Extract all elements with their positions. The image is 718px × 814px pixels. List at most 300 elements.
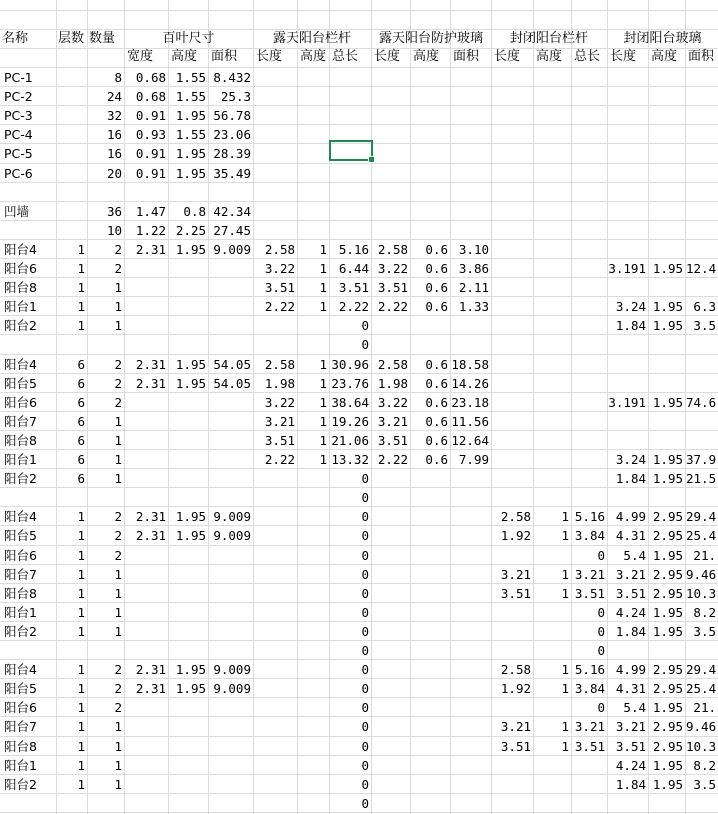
value-cell[interactable]: 2	[114, 261, 122, 276]
value-cell[interactable]: 1.95	[652, 471, 683, 486]
value-cell[interactable]: 0.68	[135, 89, 166, 104]
value-cell[interactable]: 2.31	[135, 357, 166, 372]
value-cell[interactable]: 1	[77, 739, 85, 754]
value-cell[interactable]: 1.95	[175, 681, 206, 696]
row-label-cell[interactable]: 阳台6	[4, 261, 37, 276]
value-cell[interactable]: 1	[77, 681, 85, 696]
value-cell[interactable]: 1.92	[500, 528, 531, 543]
value-cell[interactable]: 1.33	[458, 299, 489, 314]
value-cell[interactable]: 5.4	[623, 548, 646, 563]
value-cell[interactable]: 2.31	[135, 376, 166, 391]
value-cell[interactable]: 0	[361, 700, 369, 715]
value-cell[interactable]: 1.84	[615, 318, 646, 333]
value-cell[interactable]: 3.21	[615, 567, 646, 582]
value-cell[interactable]: 0	[361, 643, 369, 658]
subheader-cell[interactable]: 总长	[574, 49, 601, 64]
subheader-cell[interactable]: 高度	[651, 49, 678, 64]
value-cell[interactable]: 0	[361, 318, 369, 333]
value-cell[interactable]: 1	[114, 299, 122, 314]
value-cell[interactable]: 2.58	[264, 242, 295, 257]
value-cell[interactable]: 1	[77, 700, 85, 715]
row-label-cell[interactable]: 阳台5	[4, 528, 37, 543]
value-cell[interactable]: 1.95	[175, 376, 206, 391]
value-cell[interactable]: 0.6	[425, 261, 448, 276]
value-cell[interactable]: 3.21	[574, 719, 605, 734]
value-cell[interactable]: 4.31	[615, 528, 646, 543]
value-cell[interactable]: 1.95	[652, 624, 683, 639]
value-cell[interactable]: 2.22	[338, 299, 369, 314]
value-cell[interactable]: 0.6	[425, 433, 448, 448]
header-cell[interactable]: 封闭阳台栏杆	[509, 31, 588, 46]
value-cell[interactable]: 6	[77, 414, 85, 429]
value-cell[interactable]: 1	[114, 758, 122, 773]
value-cell[interactable]: 2	[114, 662, 122, 677]
value-cell[interactable]: 3.24	[615, 452, 646, 467]
value-cell[interactable]: 0	[361, 777, 369, 792]
header-cell[interactable]: 露天阳台栏杆	[272, 31, 351, 46]
value-cell[interactable]: 0	[361, 758, 369, 773]
value-cell[interactable]: 1	[114, 280, 122, 295]
value-cell[interactable]: 2.95	[652, 567, 683, 582]
value-cell[interactable]: 4.24	[615, 758, 646, 773]
value-cell[interactable]: 25.4	[686, 528, 717, 543]
value-cell[interactable]: 32	[106, 108, 122, 123]
value-cell[interactable]: 6	[77, 357, 85, 372]
value-cell[interactable]: 1	[77, 548, 85, 563]
row-label-cell[interactable]: PC-2	[4, 89, 33, 104]
value-cell[interactable]: 5.16	[574, 509, 605, 524]
subheader-cell[interactable]: 面积	[688, 49, 715, 64]
value-cell[interactable]: 3.51	[500, 739, 531, 754]
value-cell[interactable]: 1	[319, 261, 327, 276]
value-cell[interactable]: 21.06	[331, 433, 369, 448]
value-cell[interactable]: 3.21	[500, 719, 531, 734]
row-label-cell[interactable]: PC-3	[4, 108, 33, 123]
value-cell[interactable]: 0	[361, 719, 369, 734]
row-label-cell[interactable]: 阳台7	[4, 567, 37, 582]
value-cell[interactable]: 3.86	[458, 261, 489, 276]
value-cell[interactable]: 9.46	[686, 567, 717, 582]
value-cell[interactable]: 23.18	[451, 395, 489, 410]
value-cell[interactable]: 10.3	[686, 586, 717, 601]
value-cell[interactable]: 1.95	[652, 261, 683, 276]
value-cell[interactable]: 1	[114, 605, 122, 620]
value-cell[interactable]: 1	[319, 242, 327, 257]
row-label-cell[interactable]: PC-5	[4, 146, 33, 161]
value-cell[interactable]: 1	[77, 624, 85, 639]
value-cell[interactable]: 1.55	[175, 127, 206, 142]
value-cell[interactable]: 13.32	[331, 452, 369, 467]
value-cell[interactable]: 1.95	[175, 509, 206, 524]
value-cell[interactable]: 6	[77, 433, 85, 448]
value-cell[interactable]: 6.3	[693, 299, 716, 314]
value-cell[interactable]: 1.95	[652, 299, 683, 314]
value-cell[interactable]: 1	[77, 662, 85, 677]
row-label-cell[interactable]: 阳台4	[4, 662, 37, 677]
row-label-cell[interactable]: 阳台1	[4, 605, 37, 620]
value-cell[interactable]: 3.21	[377, 414, 408, 429]
value-cell[interactable]: 6	[77, 376, 85, 391]
value-cell[interactable]: 4.31	[615, 681, 646, 696]
value-cell[interactable]: 0	[361, 605, 369, 620]
value-cell[interactable]: 3.21	[615, 719, 646, 734]
value-cell[interactable]: 29.4	[686, 509, 717, 524]
value-cell[interactable]: 2	[114, 395, 122, 410]
subheader-cell[interactable]: 长度	[374, 49, 401, 64]
value-cell[interactable]: 20	[106, 166, 122, 181]
value-cell[interactable]: 0	[361, 548, 369, 563]
value-cell[interactable]: 1.95	[652, 605, 683, 620]
value-cell[interactable]: 2.58	[377, 242, 408, 257]
value-cell[interactable]: 38.64	[331, 395, 369, 410]
value-cell[interactable]: 0.6	[425, 280, 448, 295]
value-cell[interactable]: 0.91	[135, 166, 166, 181]
value-cell[interactable]: 54.05	[213, 376, 251, 391]
row-label-cell[interactable]: PC-4	[4, 127, 33, 142]
value-cell[interactable]: 0.68	[135, 70, 166, 85]
value-cell[interactable]: 3.22	[264, 261, 295, 276]
value-cell[interactable]: 3.22	[264, 395, 295, 410]
row-label-cell[interactable]: 阳台7	[4, 719, 37, 734]
value-cell[interactable]: 24	[106, 89, 122, 104]
value-cell[interactable]: 1.95	[175, 357, 206, 372]
value-cell[interactable]: 0	[361, 337, 369, 352]
value-cell[interactable]: 2.95	[652, 662, 683, 677]
value-cell[interactable]: 1.95	[652, 700, 683, 715]
value-cell[interactable]: 3.84	[574, 528, 605, 543]
value-cell[interactable]: 2.22	[264, 452, 295, 467]
value-cell[interactable]: 1.95	[175, 108, 206, 123]
value-cell[interactable]: 2	[114, 548, 122, 563]
value-cell[interactable]: 2.31	[135, 242, 166, 257]
header-cell[interactable]: 百叶尺寸	[162, 31, 215, 46]
value-cell[interactable]: 2.31	[135, 662, 166, 677]
row-label-cell[interactable]: 阳台8	[4, 739, 37, 754]
value-cell[interactable]: 1.84	[615, 777, 646, 792]
value-cell[interactable]: 7.99	[458, 452, 489, 467]
value-cell[interactable]: 25.4	[686, 681, 717, 696]
value-cell[interactable]: 12.64	[451, 433, 489, 448]
value-cell[interactable]: 3.5	[693, 777, 716, 792]
value-cell[interactable]: 8	[114, 70, 122, 85]
value-cell[interactable]: 2	[114, 357, 122, 372]
value-cell[interactable]: 1	[77, 299, 85, 314]
value-cell[interactable]: 1	[114, 433, 122, 448]
value-cell[interactable]: 0.6	[425, 299, 448, 314]
value-cell[interactable]: 1.98	[377, 376, 408, 391]
value-cell[interactable]: 0.8	[183, 204, 206, 219]
value-cell[interactable]: 1.95	[175, 242, 206, 257]
value-cell[interactable]: 1.92	[500, 681, 531, 696]
value-cell[interactable]: 0	[597, 700, 605, 715]
value-cell[interactable]: 1.84	[615, 471, 646, 486]
value-cell[interactable]: 9.009	[213, 242, 251, 257]
value-cell[interactable]: 0	[361, 509, 369, 524]
value-cell[interactable]: 3.51	[500, 586, 531, 601]
value-cell[interactable]: 3.191	[608, 261, 646, 276]
value-cell[interactable]: 0.6	[425, 242, 448, 257]
value-cell[interactable]: 1.47	[135, 204, 166, 219]
value-cell[interactable]: 0	[361, 567, 369, 582]
row-label-cell[interactable]: 阳台2	[4, 471, 37, 486]
value-cell[interactable]: 0	[361, 528, 369, 543]
value-cell[interactable]: 54.05	[213, 357, 251, 372]
value-cell[interactable]: 2.31	[135, 528, 166, 543]
value-cell[interactable]: 1.95	[652, 548, 683, 563]
value-cell[interactable]: 0.93	[135, 127, 166, 142]
value-cell[interactable]: 2	[114, 681, 122, 696]
value-cell[interactable]: 0.6	[425, 376, 448, 391]
value-cell[interactable]: 1.95	[175, 662, 206, 677]
subheader-cell[interactable]: 高度	[300, 49, 327, 64]
row-label-cell[interactable]: 阳台8	[4, 433, 37, 448]
value-cell[interactable]: 0	[361, 490, 369, 505]
value-cell[interactable]: 1	[77, 605, 85, 620]
value-cell[interactable]: 3.22	[377, 395, 408, 410]
value-cell[interactable]: 1	[561, 662, 569, 677]
value-cell[interactable]: 35.49	[213, 166, 251, 181]
value-cell[interactable]: 1	[77, 242, 85, 257]
value-cell[interactable]: 1	[77, 318, 85, 333]
value-cell[interactable]: 2.95	[652, 528, 683, 543]
value-cell[interactable]: 3.21	[264, 414, 295, 429]
value-cell[interactable]: 3.51	[615, 739, 646, 754]
value-cell[interactable]: 1	[561, 586, 569, 601]
value-cell[interactable]: 2.11	[458, 280, 489, 295]
value-cell[interactable]: 2.58	[500, 509, 531, 524]
header-cell[interactable]: 封闭阳台玻璃	[623, 31, 702, 46]
value-cell[interactable]: 8.2	[693, 605, 716, 620]
value-cell[interactable]: 2	[114, 242, 122, 257]
value-cell[interactable]: 1	[114, 739, 122, 754]
value-cell[interactable]: 14.26	[451, 376, 489, 391]
value-cell[interactable]: 0	[361, 662, 369, 677]
value-cell[interactable]: 1.84	[615, 624, 646, 639]
value-cell[interactable]: 1	[114, 471, 122, 486]
value-cell[interactable]: 27.45	[213, 223, 251, 238]
row-label-cell[interactable]: 阳台1	[4, 758, 37, 773]
value-cell[interactable]: 2.31	[135, 509, 166, 524]
value-cell[interactable]: 4.99	[615, 509, 646, 524]
value-cell[interactable]: 3.51	[264, 433, 295, 448]
row-label-cell[interactable]: 凹墙	[4, 204, 30, 219]
value-cell[interactable]: 1	[319, 433, 327, 448]
value-cell[interactable]: 9.009	[213, 509, 251, 524]
value-cell[interactable]: 1.95	[652, 777, 683, 792]
value-cell[interactable]: 2.95	[652, 509, 683, 524]
value-cell[interactable]: 1	[114, 452, 122, 467]
value-cell[interactable]: 1.95	[652, 758, 683, 773]
value-cell[interactable]: 1	[561, 681, 569, 696]
value-cell[interactable]: 1	[77, 567, 85, 582]
value-cell[interactable]: 4.24	[615, 605, 646, 620]
value-cell[interactable]: 3.51	[377, 433, 408, 448]
row-label-cell[interactable]: 阳台1	[4, 299, 37, 314]
value-cell[interactable]: 1.95	[652, 452, 683, 467]
row-label-cell[interactable]: 阳台4	[4, 509, 37, 524]
value-cell[interactable]: 2	[114, 700, 122, 715]
value-cell[interactable]: 25.3	[220, 89, 251, 104]
value-cell[interactable]: 0.91	[135, 108, 166, 123]
row-label-cell[interactable]: 阳台7	[4, 414, 37, 429]
value-cell[interactable]: 2.31	[135, 681, 166, 696]
subheader-cell[interactable]: 高度	[413, 49, 440, 64]
value-cell[interactable]: 8.432	[213, 70, 251, 85]
value-cell[interactable]: 3.21	[574, 567, 605, 582]
subheader-cell[interactable]: 长度	[494, 49, 521, 64]
row-label-cell[interactable]: 阳台8	[4, 280, 37, 295]
value-cell[interactable]: 2.58	[500, 662, 531, 677]
value-cell[interactable]: 0	[597, 605, 605, 620]
value-cell[interactable]: 1.55	[175, 70, 206, 85]
header-cell[interactable]: 露天阳台防护玻璃	[378, 31, 483, 46]
value-cell[interactable]: 0.6	[425, 395, 448, 410]
value-cell[interactable]: 2.22	[264, 299, 295, 314]
value-cell[interactable]: 1	[77, 777, 85, 792]
value-cell[interactable]: 21.	[693, 700, 716, 715]
value-cell[interactable]: 19.26	[331, 414, 369, 429]
value-cell[interactable]: 29.4	[686, 662, 717, 677]
value-cell[interactable]: 3.10	[458, 242, 489, 257]
value-cell[interactable]: 0	[361, 624, 369, 639]
value-cell[interactable]: 1	[319, 452, 327, 467]
value-cell[interactable]: 3.24	[615, 299, 646, 314]
row-label-cell[interactable]: 阳台1	[4, 452, 37, 467]
subheader-cell[interactable]: 总长	[332, 49, 359, 64]
row-label-cell[interactable]: 阳台6	[4, 395, 37, 410]
value-cell[interactable]: 2.25	[175, 223, 206, 238]
row-label-cell[interactable]: 阳台2	[4, 777, 37, 792]
value-cell[interactable]: 3.51	[615, 586, 646, 601]
subheader-cell[interactable]: 长度	[256, 49, 283, 64]
value-cell[interactable]: 1	[114, 567, 122, 582]
value-cell[interactable]: 6	[77, 395, 85, 410]
row-label-cell[interactable]: 阳台8	[4, 586, 37, 601]
value-cell[interactable]: 1	[77, 586, 85, 601]
value-cell[interactable]: 1.95	[175, 166, 206, 181]
row-label-cell[interactable]: 阳台5	[4, 681, 37, 696]
value-cell[interactable]: 1	[319, 299, 327, 314]
value-cell[interactable]: 9.46	[686, 719, 717, 734]
value-cell[interactable]: 0	[361, 586, 369, 601]
value-cell[interactable]: 16	[106, 146, 122, 161]
value-cell[interactable]: 21.	[693, 548, 716, 563]
value-cell[interactable]: 0.6	[425, 414, 448, 429]
header-cell[interactable]: 数量	[89, 31, 116, 46]
value-cell[interactable]: 3.51	[574, 586, 605, 601]
value-cell[interactable]: 28.39	[213, 146, 251, 161]
value-cell[interactable]: 3.51	[338, 280, 369, 295]
value-cell[interactable]: 3.51	[574, 739, 605, 754]
value-cell[interactable]: 3.191	[608, 395, 646, 410]
value-cell[interactable]: 1	[319, 395, 327, 410]
value-cell[interactable]: 36	[106, 204, 122, 219]
value-cell[interactable]: 2.95	[652, 719, 683, 734]
value-cell[interactable]: 12.4	[686, 261, 717, 276]
subheader-cell[interactable]: 面积	[211, 49, 238, 64]
row-label-cell[interactable]: PC-6	[4, 166, 33, 181]
value-cell[interactable]: 2	[114, 509, 122, 524]
value-cell[interactable]: 0.6	[425, 357, 448, 372]
value-cell[interactable]: 3.22	[377, 261, 408, 276]
value-cell[interactable]: 23.76	[331, 376, 369, 391]
value-cell[interactable]: 1.98	[264, 376, 295, 391]
value-cell[interactable]: 0	[361, 471, 369, 486]
value-cell[interactable]: 10.3	[686, 739, 717, 754]
value-cell[interactable]: 3.5	[693, 624, 716, 639]
value-cell[interactable]: 56.78	[213, 108, 251, 123]
header-cell[interactable]: 层数	[58, 31, 85, 46]
value-cell[interactable]: 1	[319, 280, 327, 295]
value-cell[interactable]: 18.58	[451, 357, 489, 372]
value-cell[interactable]: 1.95	[652, 395, 683, 410]
value-cell[interactable]: 0	[361, 739, 369, 754]
subheader-cell[interactable]: 宽度	[127, 49, 154, 64]
value-cell[interactable]: 0	[597, 624, 605, 639]
value-cell[interactable]: 1	[77, 509, 85, 524]
value-cell[interactable]: 10	[106, 223, 122, 238]
value-cell[interactable]: 2.95	[652, 586, 683, 601]
value-cell[interactable]: 30.96	[331, 357, 369, 372]
value-cell[interactable]: 1	[114, 318, 122, 333]
value-cell[interactable]: 5.4	[623, 700, 646, 715]
value-cell[interactable]: 4.99	[615, 662, 646, 677]
row-label-cell[interactable]: 阳台6	[4, 548, 37, 563]
value-cell[interactable]: 1	[77, 719, 85, 734]
value-cell[interactable]: 9.009	[213, 662, 251, 677]
row-label-cell[interactable]: 阳台2	[4, 318, 37, 333]
value-cell[interactable]: 8.2	[693, 758, 716, 773]
value-cell[interactable]: 9.009	[213, 681, 251, 696]
value-cell[interactable]: 11.56	[451, 414, 489, 429]
value-cell[interactable]: 1.95	[175, 146, 206, 161]
value-cell[interactable]: 3.5	[693, 318, 716, 333]
value-cell[interactable]: 3.21	[500, 567, 531, 582]
row-label-cell[interactable]: 阳台6	[4, 700, 37, 715]
value-cell[interactable]: 0	[361, 796, 369, 811]
row-label-cell[interactable]: 阳台5	[4, 376, 37, 391]
subheader-cell[interactable]: 面积	[453, 49, 480, 64]
value-cell[interactable]: 1	[114, 777, 122, 792]
value-cell[interactable]: 16	[106, 127, 122, 142]
value-cell[interactable]: 9.009	[213, 528, 251, 543]
value-cell[interactable]: 74.6	[686, 395, 717, 410]
value-cell[interactable]: 1	[114, 414, 122, 429]
value-cell[interactable]: 1	[561, 528, 569, 543]
header-cell[interactable]: 名称	[2, 31, 29, 46]
value-cell[interactable]: 5.16	[338, 242, 369, 257]
value-cell[interactable]: 6	[77, 452, 85, 467]
value-cell[interactable]: 1	[77, 528, 85, 543]
subheader-cell[interactable]: 高度	[171, 49, 198, 64]
value-cell[interactable]: 1	[319, 414, 327, 429]
value-cell[interactable]: 1	[114, 586, 122, 601]
value-cell[interactable]: 5.16	[574, 662, 605, 677]
value-cell[interactable]: 37.9	[686, 452, 717, 467]
value-cell[interactable]: 2.22	[377, 452, 408, 467]
row-label-cell[interactable]: PC-1	[4, 70, 33, 85]
value-cell[interactable]: 6.44	[338, 261, 369, 276]
value-cell[interactable]: 1.55	[175, 89, 206, 104]
value-cell[interactable]: 21.5	[686, 471, 717, 486]
value-cell[interactable]: 6	[77, 471, 85, 486]
row-label-cell[interactable]: 阳台4	[4, 357, 37, 372]
value-cell[interactable]: 1	[77, 758, 85, 773]
value-cell[interactable]: 3.84	[574, 681, 605, 696]
value-cell[interactable]: 1	[114, 719, 122, 734]
value-cell[interactable]: 0.6	[425, 452, 448, 467]
subheader-cell[interactable]: 长度	[610, 49, 637, 64]
